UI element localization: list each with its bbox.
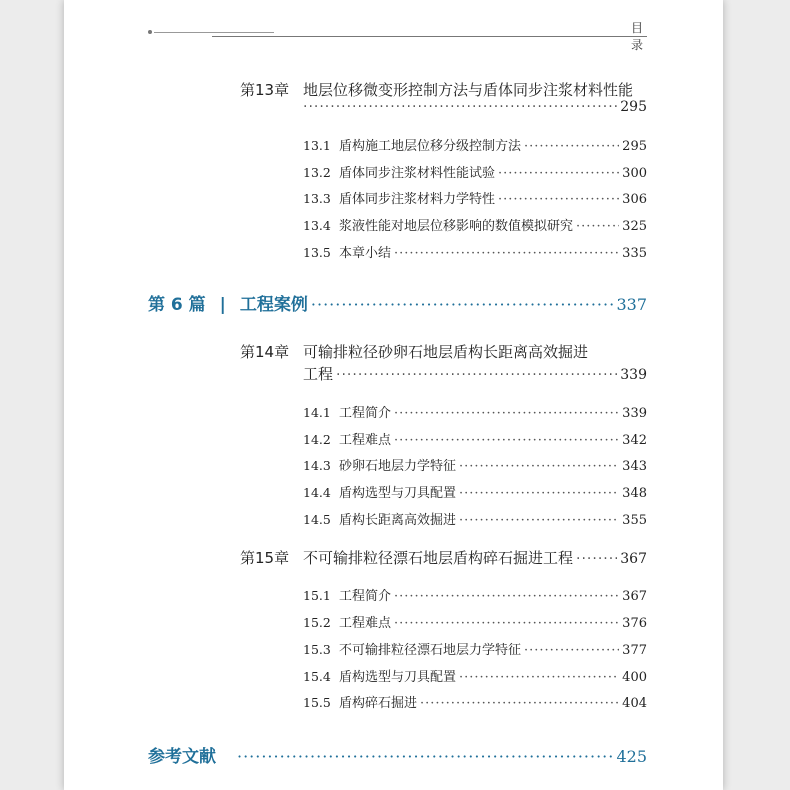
- section-page: 325: [622, 219, 647, 234]
- references-title: 参考文献: [148, 747, 216, 767]
- toc-entry-13-5: [303, 242, 647, 261]
- section-title: 盾体同步注浆材料力学特性: [339, 192, 496, 207]
- chapter-14-title-line2: 工程: [303, 365, 334, 383]
- leader-dots: [524, 139, 619, 154]
- chapter-15-page: 367: [620, 551, 647, 567]
- leader-dots: [303, 99, 617, 115]
- section-page: 367: [622, 589, 647, 604]
- header-dot: [148, 30, 152, 34]
- section-number: 15.5: [303, 695, 331, 710]
- leader-dots: [459, 486, 619, 501]
- section-title: 盾构长距离高效掘进: [339, 513, 457, 528]
- section-title: 盾构选型与刀具配置: [339, 486, 457, 501]
- section-title: 工程简介: [339, 589, 392, 604]
- toc-entry-15-2: [303, 612, 647, 631]
- toc-entry-14-5: [303, 509, 647, 528]
- section-title: 盾体同步注浆材料性能试验: [339, 166, 496, 181]
- section-page: 376: [622, 616, 647, 631]
- section-page: 404: [622, 696, 647, 711]
- leader-dots: [237, 747, 613, 766]
- section-number: 14.1: [303, 405, 331, 420]
- toc-entry-13-3: [303, 188, 647, 207]
- chapter-14-label: 第14章: [240, 343, 290, 361]
- leader-dots: [498, 166, 619, 181]
- section-number: 13.2: [303, 165, 331, 180]
- section-page: 348: [622, 486, 647, 501]
- section-title: 工程难点: [339, 433, 392, 448]
- section-title: 砂卵石地层力学特征: [339, 459, 457, 474]
- leader-dots: [459, 670, 619, 685]
- section-title: 本章小结: [339, 246, 392, 261]
- section-page: 300: [622, 166, 647, 181]
- header-rule-long: [212, 36, 647, 37]
- chapter-14-page: 339: [620, 367, 647, 383]
- section-number: 13.3: [303, 191, 331, 206]
- leader-dots: [394, 406, 619, 421]
- leader-dots: [394, 433, 619, 448]
- section-number: 15.3: [303, 642, 331, 657]
- document-page: [64, 0, 723, 790]
- chapter-13-title: 地层位移微变形控制方法与盾体同步注浆材料性能: [303, 81, 634, 99]
- leader-dots: [459, 459, 619, 474]
- section-page: 306: [622, 192, 647, 207]
- section-number: 15.2: [303, 615, 331, 630]
- leader-dots: [394, 246, 619, 261]
- toc-entry-13-4: [303, 215, 647, 234]
- toc-entry-15-3: [303, 639, 647, 658]
- toc-entry-15-5: [303, 692, 647, 711]
- header-rule-short: [154, 32, 274, 33]
- leader-dots: [394, 589, 619, 604]
- chapter-14-title-line1: 可输排粒径砂卵石地层盾构长距离高效掘进: [303, 343, 589, 361]
- section-number: 14.5: [303, 512, 331, 527]
- section-number: 15.1: [303, 588, 331, 603]
- section-number: 14.2: [303, 432, 331, 447]
- section-page: 343: [622, 459, 647, 474]
- chapter-13-page: 295: [620, 99, 647, 115]
- running-header-title: 目 录: [630, 21, 647, 52]
- section-number: 14.4: [303, 485, 331, 500]
- section-page: 335: [622, 246, 647, 261]
- section-page: 295: [622, 139, 647, 154]
- chapter-15-label: 第15章: [240, 549, 290, 567]
- section-number: 13.4: [303, 218, 331, 233]
- leader-dots: [524, 643, 619, 658]
- chapter-13-label: 第13章: [240, 81, 290, 99]
- section-page: 342: [622, 433, 647, 448]
- chapter-13-page-line: [303, 99, 647, 115]
- leader-dots: [394, 616, 619, 631]
- leader-dots: [576, 219, 619, 234]
- section-title: 盾构碎石掘进: [339, 696, 418, 711]
- part-6-label: 第 6 篇: [148, 295, 206, 315]
- toc-entry-13-2: [303, 162, 647, 181]
- leader-dots: [576, 551, 617, 567]
- toc-entry-14-1: [303, 402, 647, 421]
- section-title: 盾构施工地层位移分级控制方法: [339, 139, 522, 154]
- chapter-15-title: 不可输排粒径漂石地层盾构碎石掘进工程: [303, 549, 574, 567]
- section-number: 15.4: [303, 669, 331, 684]
- leader-dots: [459, 513, 619, 528]
- leader-dots: [336, 367, 617, 383]
- section-title: 工程难点: [339, 616, 392, 631]
- references-page: 425: [616, 747, 647, 766]
- chapter-15-title-line: [303, 547, 647, 568]
- section-number: 13.5: [303, 245, 331, 260]
- toc-entry-15-1: [303, 585, 647, 604]
- toc-entry-13-1: [303, 135, 647, 154]
- leader-dots: [420, 696, 619, 711]
- toc-references: [148, 742, 647, 767]
- toc-entry-15-4: [303, 666, 647, 685]
- toc-entry-14-2: [303, 429, 647, 448]
- toc-entry-14-4: [303, 482, 647, 501]
- section-page: 377: [622, 643, 647, 658]
- part-6-page: 337: [616, 295, 647, 314]
- section-title: 不可输排粒径漂石地层力学特征: [339, 643, 522, 658]
- toc-part-6: [148, 290, 647, 315]
- toc-entry-14-3: [303, 455, 647, 474]
- section-page: 355: [622, 513, 647, 528]
- chapter-14-page-line: [303, 363, 647, 384]
- section-number: 14.3: [303, 458, 331, 473]
- section-page: 400: [622, 670, 647, 685]
- section-title: 盾构选型与刀具配置: [339, 670, 457, 685]
- section-number: 13.1: [303, 138, 331, 153]
- part-6-title: 工程案例: [239, 295, 308, 315]
- section-title: 工程简介: [339, 406, 392, 421]
- leader-dots: [311, 295, 614, 314]
- part-separator: |: [219, 295, 226, 315]
- section-title: 浆液性能对地层位移影响的数值模拟研究: [339, 219, 574, 234]
- leader-dots: [498, 192, 619, 207]
- section-page: 339: [622, 406, 647, 421]
